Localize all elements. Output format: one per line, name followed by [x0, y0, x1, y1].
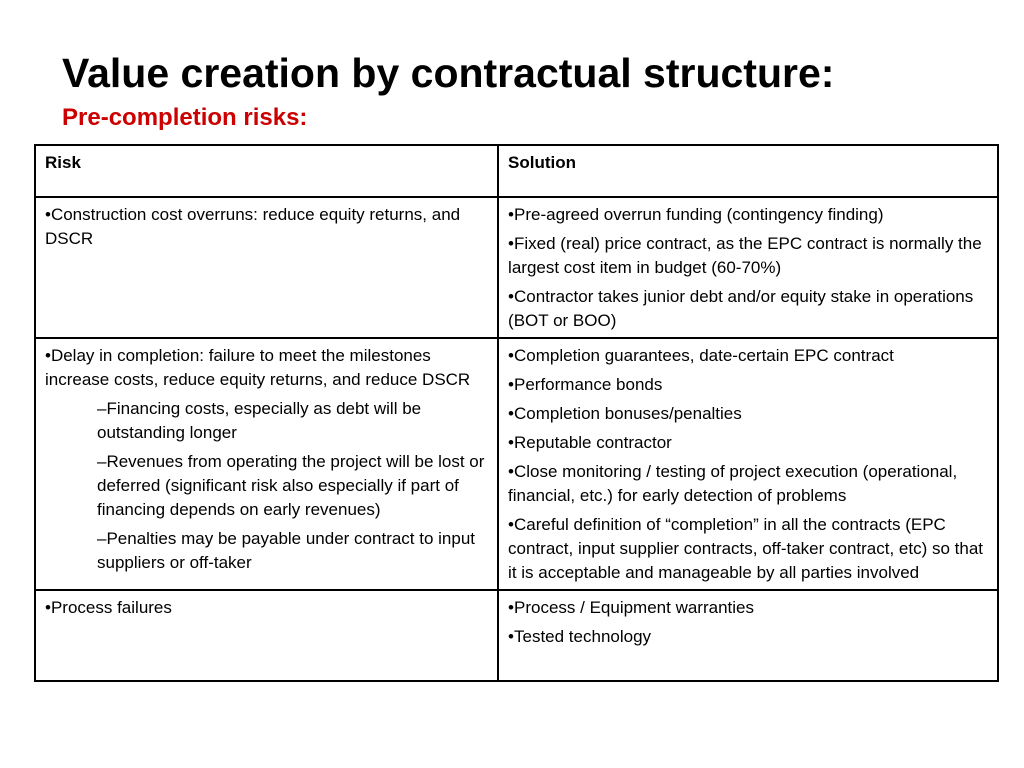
risk-sub-bullet: –Penalties may be payable under contract to input suppliers or off-taker [97, 529, 476, 572]
solution-bullet: •Tested technology [508, 627, 652, 646]
risk-sub-bullet: –Financing costs, especially as debt will be outstanding longer [97, 399, 422, 442]
solution-bullet: •Reputable contractor [508, 433, 672, 452]
risk-cell [35, 590, 498, 681]
solution-bullet: •Contractor takes junior debt and/or equity stake in operations (BOT or BOO) [508, 287, 974, 330]
risk-bullet: •Delay in completion: failure to meet the milestones increase costs, reduce equity returns, and reduce DSCR [45, 346, 471, 389]
risk-solution-table [34, 144, 999, 682]
solution-bullet: •Process / Equipment warranties [508, 598, 754, 617]
solution-bullet: •Pre-agreed overrun funding (contingency finding) [508, 205, 884, 224]
solution-bullet: •Close monitoring / testing of project execution (operational, financial, etc.) for early detection of problems [508, 462, 958, 505]
table-header-row [35, 145, 998, 197]
solution-bullet: •Performance bonds [508, 375, 663, 394]
solution-cell [498, 197, 998, 338]
slide-title: Value creation by contractual structure: [62, 50, 835, 96]
risk-bullet: •Construction cost overruns: reduce equity returns, and DSCR [45, 205, 461, 248]
table-row [35, 197, 998, 338]
risk-column-header: Risk [35, 145, 498, 197]
risk-cell [35, 338, 498, 590]
solution-bullet: •Fixed (real) price contract, as the EPC contract is normally the largest cost item in budget (60-70%) [508, 234, 982, 277]
risk-cell [35, 197, 498, 338]
table-row [35, 338, 998, 590]
slide-subtitle: Pre-completion risks: [62, 104, 308, 131]
solution-column-header: Solution [498, 145, 998, 197]
solution-bullet: •Completion bonuses/penalties [508, 404, 742, 423]
table-row [35, 590, 998, 681]
solution-bullet: •Careful definition of “completion” in all the contracts (EPC contract, input supplier contracts, off-taker contract, etc) so that it is acceptable and manageable by all parties involved [508, 515, 984, 582]
solution-bullet: •Completion guarantees, date-certain EPC contract [508, 346, 894, 365]
risk-sub-bullet: –Revenues from operating the project will be lost or deferred (significant risk also especially if part of financing depends on early revenues) [97, 452, 485, 519]
risk-bullet: •Process failures [45, 598, 172, 617]
solution-cell [498, 590, 998, 681]
solution-cell [498, 338, 998, 590]
